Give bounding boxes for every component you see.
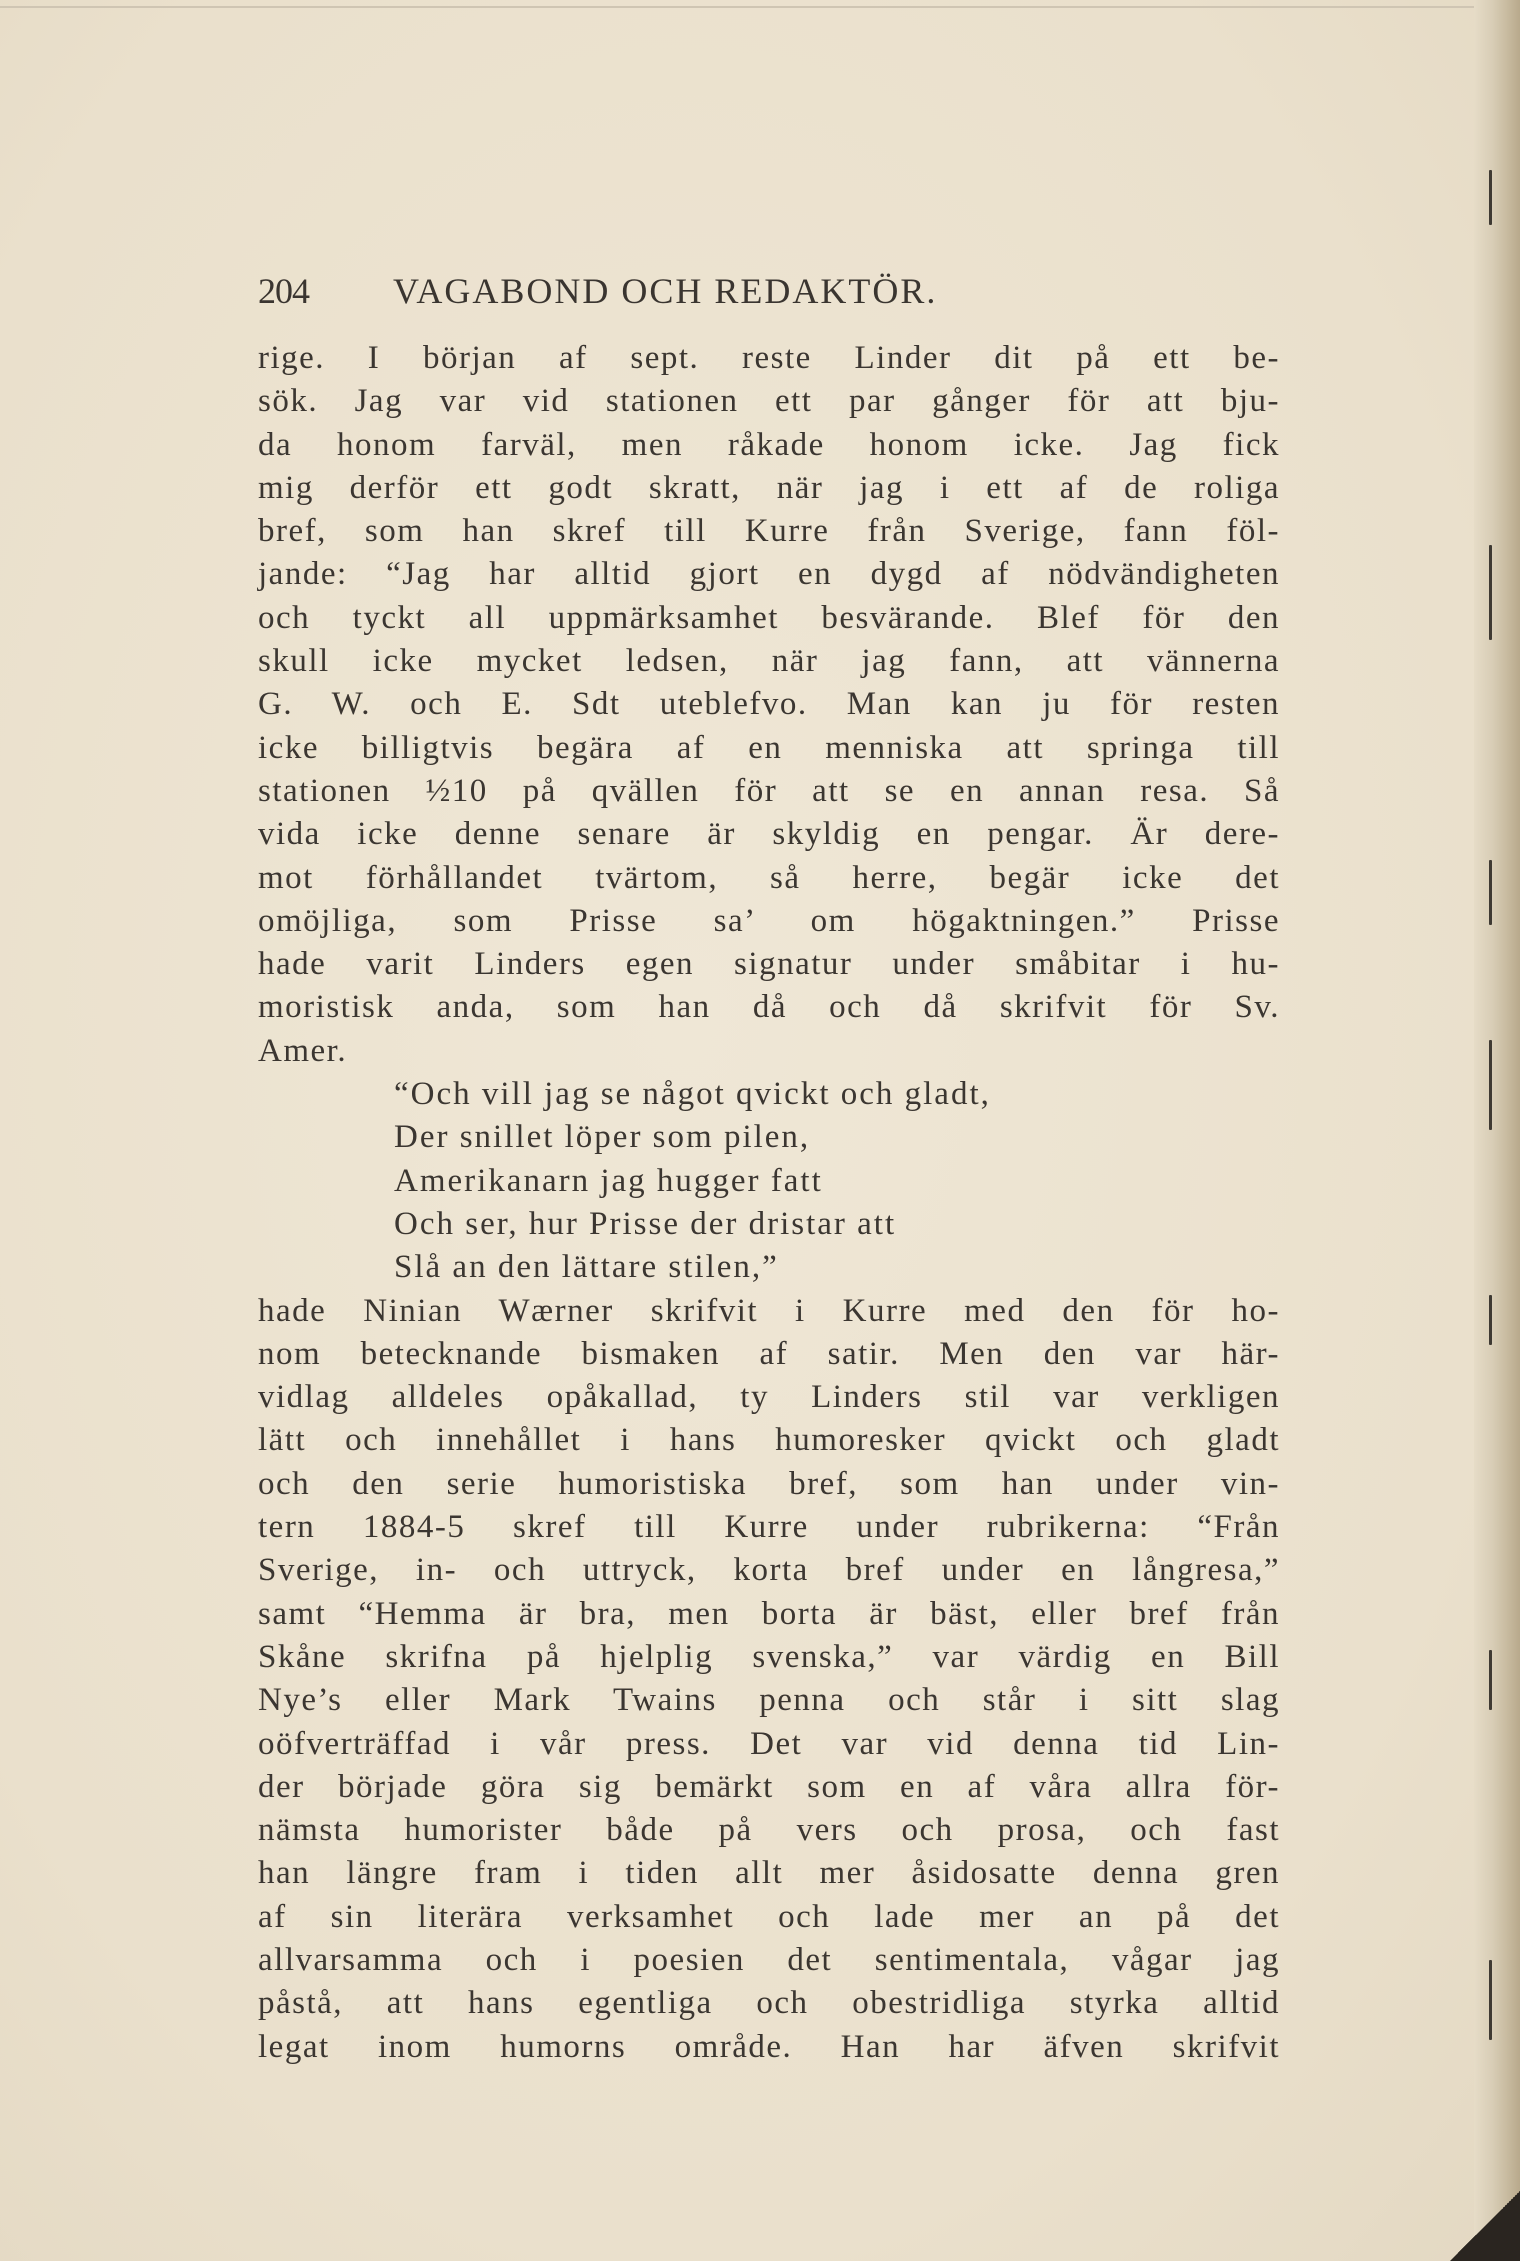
text-line: skull icke mycket ledsen, när jag fann, att vännerna <box>258 643 1280 680</box>
page-edge-shadow <box>1474 0 1520 2261</box>
text-line: jande: “Jag har alltid gjort en dygd af nödvändigheten <box>258 556 1280 593</box>
poem-line: Och ser, hur Prisse der dristar att <box>394 1205 897 1242</box>
text-line: rige. I början af sept. reste Linder dit på ett be- <box>258 340 1280 376</box>
text-line: omöjliga, som Prisse sa’ om högaktningen.” Prisse <box>258 902 1280 939</box>
text-line: samt “Hemma är bra, men borta är bäst, eller bref från <box>258 1595 1280 1632</box>
text-line: lätt och innehållet i hans humoresker qvickt och gladt <box>258 1422 1280 1459</box>
page-number: 204 <box>258 271 309 311</box>
text-line: vidlag alldeles opåkallad, ty Linders stil var verkligen <box>258 1379 1280 1416</box>
paragraph-1 <box>258 337 1280 1073</box>
text-line: hade varit Linders egen signatur under småbitar i hu- <box>258 946 1280 983</box>
text-line: sök. Jag var vid stationen ett par gånger för att bju- <box>258 383 1280 420</box>
poem-quote <box>258 1073 1280 1289</box>
text-line: och tyckt all uppmärksamhet besvärande. Blef för den <box>258 599 1280 636</box>
running-header <box>258 270 937 312</box>
text-line: oöfverträffad i vår press. Det var vid denna tid Lin- <box>258 1725 1280 1762</box>
text-line: nom betecknande bismaken af satir. Men den var här- <box>258 1335 1280 1372</box>
paragraph-2 <box>258 1290 1280 2069</box>
top-rule <box>0 6 1520 8</box>
poem-line: Amerikanarn jag hugger fatt <box>394 1162 823 1199</box>
text-line: mig derför ett godt skratt, när jag i ett af de roliga <box>258 469 1280 506</box>
text-line: mot förhållandet tvärtom, så herre, begär icke det <box>258 859 1280 896</box>
text-line: legat inom humorns område. Han har äfven skrifvit <box>258 2028 1280 2065</box>
poem-line: Der snillet löper som pilen, <box>394 1119 811 1156</box>
text-line: allvarsamma och i poesien det sentimentala, vågar jag <box>258 1941 1280 1978</box>
text-line: hade Ninian Wærner skrifvit i Kurre med den för ho- <box>258 1292 1280 1329</box>
poem-line: Slå an den lättare stilen,” <box>394 1249 779 1286</box>
text-line: stationen ½10 på qvällen för att se en annan resa. Så <box>258 772 1280 809</box>
text-line: påstå, att hans egentliga och obestridliga styrka alltid <box>258 1985 1280 2022</box>
text-line: der började göra sig bemärkt som en af våra allra för- <box>258 1768 1280 1805</box>
text-line: af sin literära verksamhet och lade mer an på det <box>258 1898 1280 1935</box>
text-line: och den serie humoristiska bref, som han under vin- <box>258 1465 1280 1502</box>
text-line: tern 1884-5 skref till Kurre under rubrikerna: “Från <box>258 1509 1280 1546</box>
text-line: moristisk anda, som han då och då skrifvit för Sv. <box>258 989 1280 1026</box>
text-line: bref, som han skref till Kurre från Sverige, fann föl- <box>258 513 1280 550</box>
text-line: Amer. <box>258 1032 348 1069</box>
text-line: Sverige, in- och uttryck, korta bref under en långresa,” <box>258 1552 1280 1589</box>
body-text <box>258 337 1280 2069</box>
text-line: nämsta humorister både på vers och prosa, och fast <box>258 1812 1280 1849</box>
text-line: Skåne skrifna på hjelplig svenska,” var värdig en Bill <box>258 1638 1280 1675</box>
text-line: Nye’s eller Mark Twains penna och står i sitt slag <box>258 1682 1280 1719</box>
running-title: VAGABOND OCH REDAKTÖR. <box>393 271 938 311</box>
text-line: vida icke denne senare är skyldig en pengar. Är dere- <box>258 816 1280 853</box>
poem-line: “Och vill jag se något qvickt och gladt, <box>394 1076 991 1113</box>
text-line: da honom farväl, men råkade honom icke. Jag fick <box>258 426 1280 463</box>
text-line: han längre fram i tiden allt mer åsidosatte denna gren <box>258 1855 1280 1892</box>
page-corner-shadow <box>1450 2191 1520 2261</box>
text-line: icke billigtvis begära af en menniska att springa till <box>258 729 1280 766</box>
text-line: G. W. och E. Sdt uteblefvo. Man kan ju för resten <box>258 686 1280 723</box>
